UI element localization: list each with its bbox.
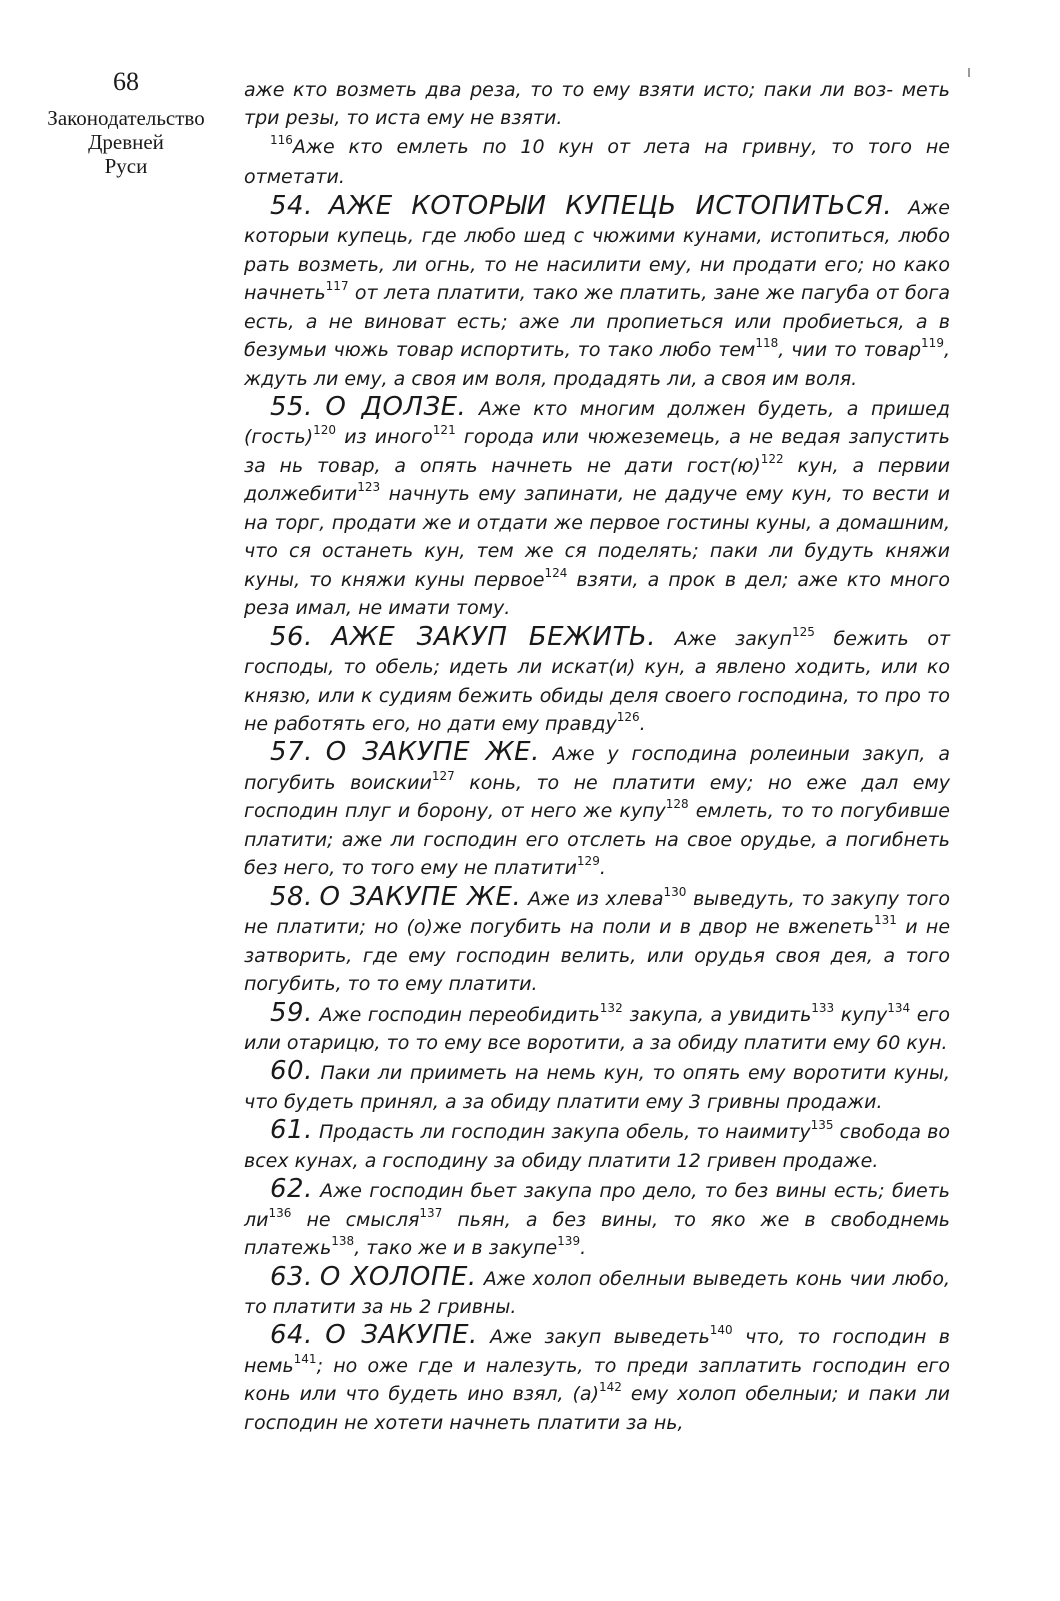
article-title: О ЗАКУПЕ ЖЕ. <box>325 737 540 768</box>
footnote-ref: 117 <box>325 279 349 294</box>
article-number: 55. <box>270 391 313 422</box>
footnote-ref: 140 <box>709 1323 733 1338</box>
footnote-ref: 119 <box>921 336 944 351</box>
article-56: 56. АЖЕ ЗАКУП БЕЖИТЬ. Аже закуп$^{125}$ бежить от господы, то обель; идеть ли искат(и) кун, а явлено ходить, или ко князю, или к судиям бежить обиды деля своего господина, то про то не работять его, но дати ему правду$^{126}$. <box>244 621 951 735</box>
footnote-ref: 133 <box>811 1000 835 1015</box>
article-title: О ДОЛЗЕ. <box>325 391 467 422</box>
footnote-ref: 125 <box>791 624 815 639</box>
article-62: 62. Аже господин бьет закупа про дело, то без вины есть; биеть $ли^{136}$ не смысля$^{137}$ пьян, а без вины, то яко же в свободнемь платежь$^{138}$, тако же и в закупе$^{139}$. <box>244 1174 951 1260</box>
footnote-ref: 122 <box>760 451 784 466</box>
page-number: 68 <box>113 67 139 96</box>
footnote-ref: 118 <box>755 336 779 351</box>
article-number: 58. <box>270 881 313 912</box>
footnote-ref: 132 <box>599 1000 623 1015</box>
main-text <box>244 76 950 1437</box>
article-54: 54. АЖЕ КОТОРЫИ КУПЕЦЬ ИСТОПИТЬСЯ. Аже которыи купець, где любо шед с чюжими кунами, истопиться, любо рать возметь, ли огнь, то не насилити ему, ни продати его; но како начнеть$^{117}$ от лета платити, тако же платить, зане же пагуба от бога есть, а не виноват есть; аже ли пропиеться или пробиеться, а в безумьи чюжь товар испортить, то тако любо тем$^{118}$, чии то товар$^{119}$, ждуть ли ему, а своя им воля, продадять ли, а своя им воля. <box>244 190 950 390</box>
footnote-ref: 124 <box>544 565 568 580</box>
article-60: 60. Паки ли прииметь на немь кун, то опять ему воротити куны, что будеть принял, а за обиду платити ему 3 гривны продажи. <box>244 1056 950 1113</box>
footnote-ref: 130 <box>663 884 687 899</box>
article-58: 58. О ЗАКУПЕ ЖЕ. Аже из хлева$^{130}$ выведуть, то закупу того не платити; но (о)же погубить на поли и в двор не вжеnеть$^{131}$ и не затворить, где ему господин велить, или орудья своя дея, а того погубить, то то ему платити. <box>244 881 951 996</box>
article-number: 60. <box>270 1056 313 1087</box>
paragraph-116: $^{116}$Аже кто емлеть по 10 кун от лета на гривну, то того не отметати. <box>244 132 950 189</box>
margin-running-head <box>28 68 224 178</box>
footnote-ref: 135 <box>810 1118 834 1133</box>
running-title-line-1: Законодательство <box>47 106 205 130</box>
article-number: 59. <box>270 997 313 1028</box>
article-number: 57. <box>270 737 313 768</box>
running-title-line-2: Древней <box>88 130 164 154</box>
footnote-ref: 128 <box>665 797 689 812</box>
footnote-ref: 138 <box>331 1234 355 1249</box>
article-63: 63. О ХОЛОПЕ. Аже холоп обелныи выведеть конь чии любо, то платити за нь 2 гривны. <box>244 1261 951 1319</box>
article-title: О ЗАКУПЕ. <box>325 1320 478 1351</box>
footnote-ref: 120 <box>313 423 337 438</box>
footnote-ref: 137 <box>419 1205 443 1220</box>
paragraph-continuation: аже кто возметь два реза, то то ему взяти исто; паки ли воз- меть три резы, то иста ему не взяти. <box>244 79 950 130</box>
article-55: 55. О ДОЛЗЕ. Аже кто многим должен будеть, а пришед (гость)$^{120}$ из иного$^{121}$ города или чюжеземець, а не ведая запустить за нь товар, а опять начнеть не дати $гост(ю)^{122}$ кун, а первии должебити$^{123}$ начнуть ему запинати, не дадуче ему кун, то вести и на торг, продати же и отдати же первое гостины куны, а домашним, что ся останеть кун, тем же ся поделять; паки ли будуть княжи куны, то княжи куны первое$^{124}$ взяти, а прок в дел; аже кто много реза имал, не имати тому. <box>244 391 951 620</box>
footnote-ref: 123 <box>357 480 381 495</box>
article-57: 57. О ЗАКУПЕ ЖЕ. Аже у господина ролеиныи закуп, а погубить воискии$^{127}$ конь, то не платити ему; но еже дал ему господин плуг и борону, от него же купу$^{128}$ емлеть, то то погубивше платити; аже ли господин его отслеть на свое орудье, а погибнеть без него, то того ему не платити$^{129}$. <box>244 737 950 880</box>
footnote-ref: 136 <box>268 1205 292 1220</box>
footnote-ref: 121 <box>432 423 456 438</box>
article-number: 63. <box>270 1261 313 1292</box>
footnote-ref: 139 <box>557 1234 581 1249</box>
article-number: 56. <box>270 621 313 652</box>
footnote-ref: 129 <box>576 854 600 869</box>
article-title: АЖЕ ЗАКУП БЕЖИТЬ. <box>331 621 656 652</box>
footnote-ref: 131 <box>874 913 897 928</box>
article-number: 54. <box>270 190 313 221</box>
article-title: АЖЕ КОТОРЫИ КУПЕЦЬ ИСТОПИТЬСЯ. <box>328 190 893 221</box>
article-59: 59. Аже господин переобидить$^{132}$ закупа, а увидить$^{133}$ купу$^{134}$ его или отарицю, то то ему все воротити, а за обиду платити ему 60 кун. <box>244 997 950 1054</box>
article-61: 61. Продасть ли господин закупа обель, то наимиту$^{135}$ свобода во всех кунах, а господину за обиду платити 12 гривен продаже. <box>244 1115 950 1172</box>
article-title: О ЗАКУПЕ ЖЕ. <box>319 881 522 912</box>
article-number: 61. <box>270 1115 313 1146</box>
article-number: 64. <box>270 1320 313 1351</box>
article-number: 62. <box>270 1174 313 1205</box>
footnote-ref: 142 <box>599 1380 622 1395</box>
article-title: О ХОЛОПЕ. <box>319 1261 477 1292</box>
footnote-ref: 141 <box>293 1351 317 1366</box>
running-title-line-3: Руси <box>104 154 148 178</box>
footnote-ref: 126 <box>616 709 640 724</box>
print-speck <box>968 68 970 77</box>
footnote-ref: 116 <box>270 132 293 147</box>
footnote-ref: 127 <box>431 768 455 783</box>
article-64: 64. О ЗАКУПЕ. Аже закуп выведеть$^{140}$ что, то господин в немь$^{141}$; но оже где и налезуть, то преди заплатить господин его конь или что будеть ино взял, $(а)^{142}$ ему холоп обелныи; и паки ли господин не хотети начнеть платити за нь, <box>244 1320 951 1434</box>
footnote-ref: 134 <box>887 1000 911 1015</box>
